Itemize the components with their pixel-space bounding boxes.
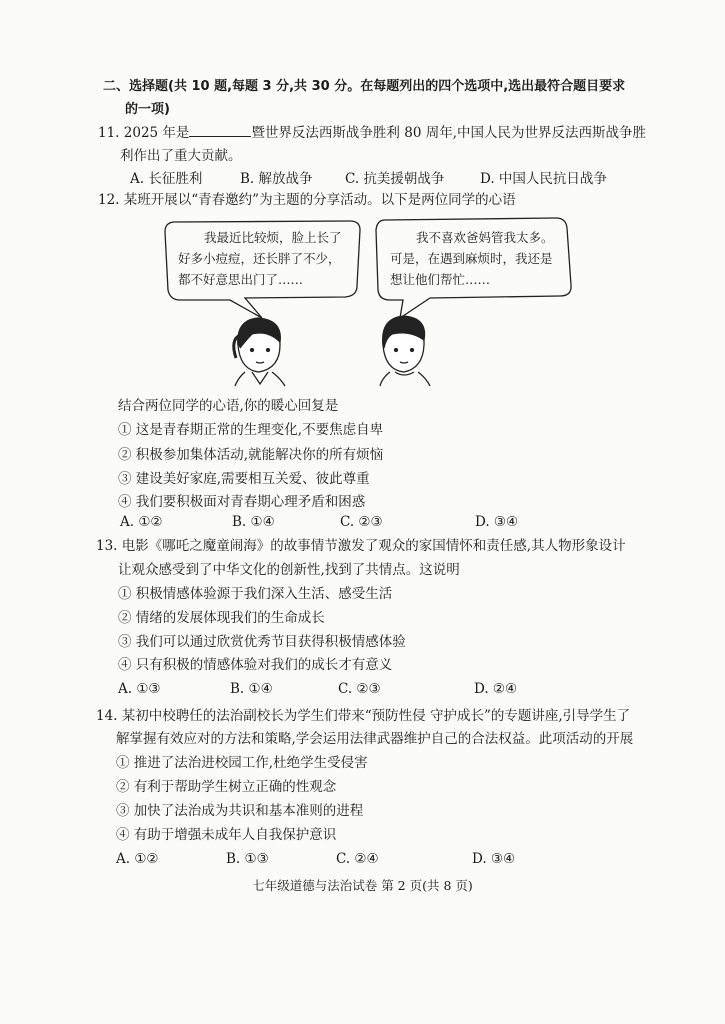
statement-3: ③ 我们可以通过欣赏优秀节目获得积极情感体验: [118, 634, 406, 650]
option-b: B. 解放战争: [240, 171, 313, 187]
stem-text: 2025 年是: [123, 125, 190, 141]
option-b: B. ①④: [232, 514, 275, 530]
option-a: A. ①②: [120, 514, 163, 530]
question-13-stem: [96, 537, 626, 555]
option-c: C. ②③: [340, 514, 383, 530]
question-number: 13.: [96, 538, 118, 554]
statement-4: ④ 有助于增强未成年人自我保护意识: [116, 827, 337, 843]
option-a: A. ①③: [118, 681, 161, 697]
option-d: D. ②④: [474, 681, 518, 697]
statement-1: ① 积极情感体验源于我们深入生活、感受生活: [118, 586, 393, 602]
girl-figure: [234, 318, 285, 386]
speech-bubbles-illustration: [0, 0, 725, 400]
statement-2: ② 有利于帮助学生树立正确的性观念: [116, 779, 337, 795]
section-heading-line2: 的一项): [125, 102, 170, 117]
stem-text: 某初中校聘任的法治副校长为学生们带来“预防性侵 守护成长”的专题讲座,引导学生了: [121, 708, 631, 724]
question-13-stem-line2: 让观众感受到了中华文化的创新性,找到了共情点。这说明: [118, 562, 460, 578]
bubble-line: 我最近比较烦，脸上长了: [204, 230, 342, 245]
option-c: C. 抗美援朝战争: [345, 171, 445, 187]
stem-text: 某班开展以“青春邀约”为主题的分享活动。以下是两位同学的心语: [123, 192, 516, 208]
boy-figure: [380, 316, 430, 386]
option-b: B. ①③: [226, 851, 269, 867]
boy-bubble-text: [390, 227, 554, 290]
statement-3: ③ 建设美好家庭,需要相互关爱、彼此尊重: [118, 471, 370, 487]
bubble-line: 都不好意思出门了……: [178, 272, 304, 287]
question-number: 12.: [98, 192, 120, 208]
option-d: D. ③④: [475, 514, 519, 530]
option-a: A. 长征胜利: [130, 171, 203, 187]
stem-text: 电影《哪吒之魔童闹海》的故事情节激发了观众的家国情怀和责任感,其人物形象设计: [121, 538, 626, 554]
question-14-stem-line2: 解掌握有效应对的方法和策略,学会运用法律武器维护自己的合法权益。此项活动的开展: [116, 731, 634, 747]
question-number: 11.: [98, 125, 120, 141]
option-b: B. ①④: [230, 681, 273, 697]
option-d: D. 中国人民抗日战争: [480, 171, 607, 187]
option-c: C. ②④: [336, 851, 379, 867]
option-c: C. ②③: [338, 681, 381, 697]
statement-4: ④ 只有积极的情感体验对我们的成长才有意义: [118, 657, 393, 673]
bubble-line: 可是，在遇到麻烦时，我还是: [390, 251, 553, 266]
question-12-prompt: 结合两位同学的心语,你的暖心回复是: [118, 398, 339, 414]
question-11-stem-line2: 利作出了重大贡献。: [120, 148, 242, 164]
option-d: D. ③④: [472, 851, 516, 867]
statement-4: ④ 我们要积极面对青春期心理矛盾和困惑: [118, 494, 366, 510]
stem-text: 暨世界反法西斯战争胜利 80 周年,中国人民为世界反法西斯战争胜: [251, 125, 646, 141]
section-heading-line1: 二、选择题(共 10 题,每题 3 分,共 30 分。在每题列出的四个选项中,选出最符合题目要求: [103, 79, 626, 94]
page-footer: 七年级道德与法治试卷 第 2 页(共 8 页): [252, 878, 473, 893]
girl-bubble-text: [178, 227, 342, 290]
bubble-line: 我不喜欢爸妈管我太多。: [416, 230, 554, 245]
bubble-line: 想让他们帮忙……: [390, 272, 491, 287]
statement-1: ① 这是青春期正常的生理变化,不要焦虑自卑: [118, 422, 384, 438]
statement-3: ③ 加快了法治成为共识和基本准则的进程: [116, 803, 364, 819]
question-14-stem: [96, 707, 630, 725]
question-number: 14.: [96, 708, 118, 724]
statement-2: ② 积极参加集体活动,就能解决你的所有烦恼: [118, 447, 384, 463]
option-a: A. ①②: [116, 851, 159, 867]
bubble-line: 好多小痘痘，还长胖了不少，: [178, 251, 341, 266]
statement-1: ① 推进了法治进校园工作,杜绝学生受侵害: [116, 755, 368, 771]
statement-2: ② 情绪的发展体现我们的生命成长: [118, 610, 325, 626]
